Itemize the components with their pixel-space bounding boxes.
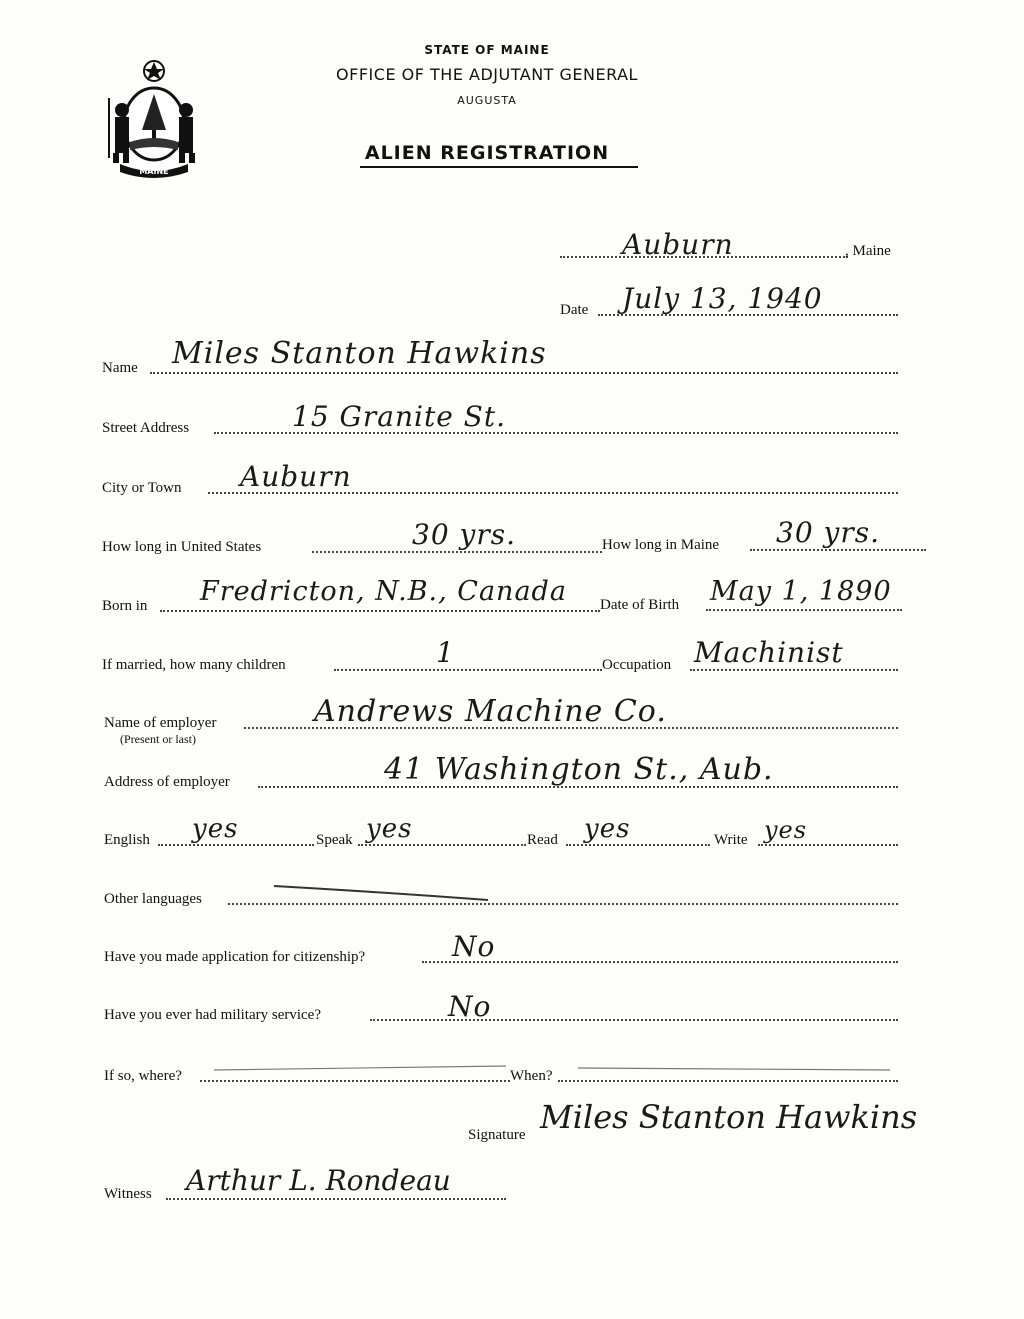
where-line	[200, 1080, 510, 1082]
speak-label: Speak	[316, 832, 353, 848]
date-label: Date	[560, 302, 589, 318]
employer-value: Andrews Machine Co.	[314, 694, 667, 729]
how-long-maine-line	[750, 549, 926, 551]
signature-value: Miles Stanton Hawkins	[540, 1098, 918, 1136]
witness-label: Witness	[104, 1186, 152, 1202]
military-value: No	[448, 990, 492, 1023]
how-long-us-line	[312, 551, 602, 553]
citizenship-value: No	[452, 930, 496, 963]
occupation-line	[690, 669, 898, 671]
speak-line	[358, 844, 526, 846]
citizenship-label: Have you made application for citizenship?	[104, 949, 366, 965]
name-line	[150, 372, 898, 374]
english-line	[158, 844, 314, 846]
occupation-label: Occupation	[602, 657, 672, 673]
signature-label: Signature	[468, 1127, 526, 1143]
how-long-us-label: How long in United States	[102, 539, 262, 555]
town-value: Auburn	[622, 228, 734, 261]
street-label: Street Address	[102, 420, 190, 436]
witness-value: Arthur L. Rondeau	[186, 1164, 451, 1197]
city-heading: AUGUSTA	[457, 94, 517, 107]
dob-value: May 1, 1890	[710, 576, 892, 607]
children-label: If married, how many children	[102, 657, 286, 673]
street-value: 15 Granite St.	[292, 400, 507, 433]
name-value: Miles Stanton Hawkins	[172, 336, 547, 371]
military-label: Have you ever had military service?	[104, 1007, 321, 1023]
born-in-value: Fredricton, N.B., Canada	[200, 576, 567, 607]
how-long-us-value: 30 yrs.	[412, 518, 517, 551]
when-line	[558, 1080, 898, 1082]
name-label: Name	[102, 360, 138, 376]
write-value: yes	[764, 816, 808, 844]
employer-note: (Present or last)	[120, 732, 196, 746]
dash-mark	[270, 878, 492, 904]
read-line	[566, 844, 710, 846]
witness-line	[166, 1198, 506, 1200]
children-line	[334, 669, 602, 671]
when-label: When?	[510, 1068, 553, 1084]
how-long-maine-label: How long in Maine	[602, 537, 720, 553]
other-languages-label: Other languages	[104, 891, 202, 907]
dob-label: Date of Birth	[600, 597, 680, 613]
state-heading: STATE OF MAINE	[424, 43, 550, 57]
read-value: yes	[584, 814, 631, 844]
city-label: City or Town	[102, 480, 182, 496]
form-title: ALIEN REGISTRATION	[364, 142, 610, 164]
date-value: July 13, 1940	[622, 282, 823, 315]
maine-label: , Maine	[845, 243, 891, 259]
where-dash-mark	[210, 1062, 510, 1076]
city-value: Auburn	[240, 460, 352, 493]
title-underline	[360, 166, 638, 168]
how-long-maine-value: 30 yrs.	[776, 516, 881, 549]
occupation-value: Machinist	[694, 636, 844, 669]
read-label: Read	[527, 832, 558, 848]
write-line	[758, 844, 898, 846]
employer-address-value: 41 Washington St., Aub.	[384, 752, 774, 787]
english-value: yes	[192, 814, 239, 844]
english-label: English	[104, 832, 150, 848]
children-value: 1	[436, 636, 455, 669]
employer-label: Name of employer	[104, 715, 217, 731]
employer-address-label: Address of employer	[104, 774, 230, 790]
office-heading: OFFICE OF THE ADJUTANT GENERAL	[336, 65, 638, 84]
write-label: Write	[714, 832, 748, 848]
where-label: If so, where?	[104, 1068, 182, 1084]
seal-text: MAINE	[139, 167, 169, 176]
when-dash-mark	[574, 1062, 894, 1076]
born-in-line	[160, 610, 600, 612]
dob-line	[706, 609, 902, 611]
born-in-label: Born in	[102, 598, 148, 614]
speak-value: yes	[366, 814, 413, 844]
